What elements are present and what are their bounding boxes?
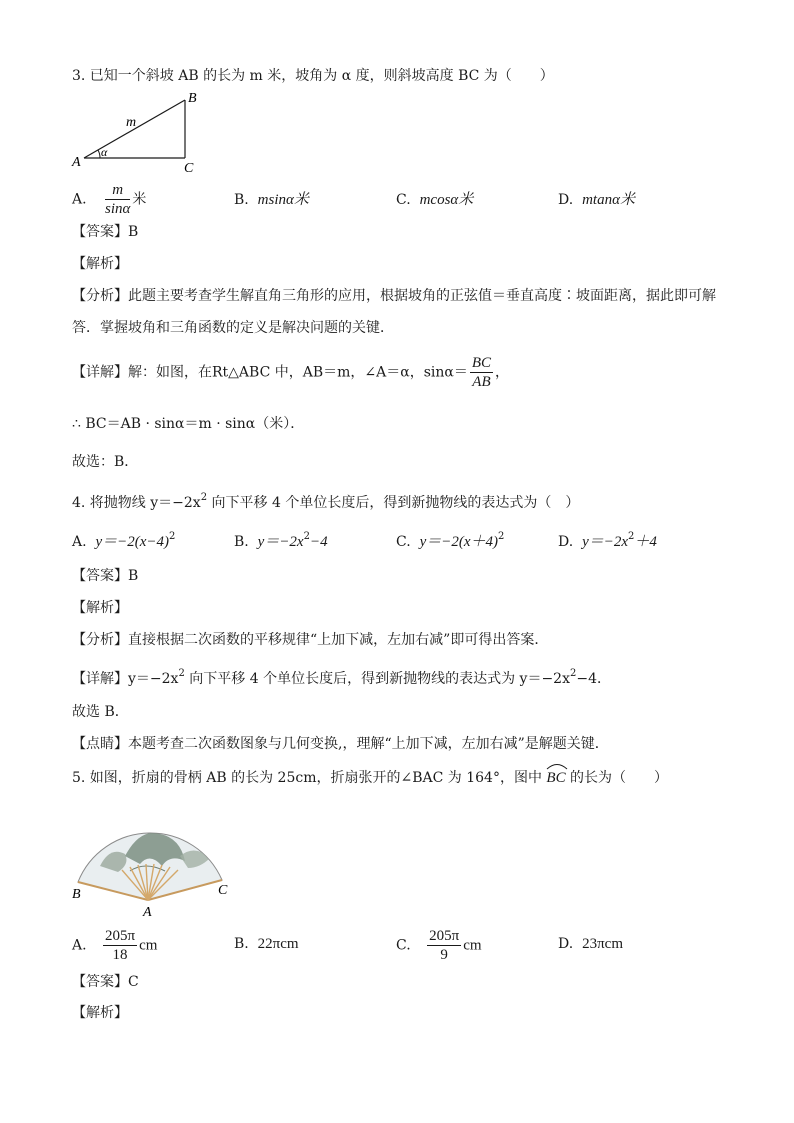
q3-answer: 【答案】B (72, 224, 139, 240)
q3-analysis-line1: 【分析】此题主要考查学生解直角三角形的应用，根据坡角的正弦值＝垂直高度∶坡面距离，据此即可解 (72, 288, 716, 304)
q3-label-alpha: α (101, 145, 108, 159)
q5-label-B: B (72, 887, 81, 902)
q3-choose: 故选：B． (72, 454, 139, 470)
q3-therefore: ∴ BC＝AB · sinα＝m · sinα（米）． (72, 416, 305, 432)
q5-arc-bc: BC (546, 768, 565, 788)
q4-analysis: 【分析】直接根据二次函数的平移规律“上加下减，左加右减”即可得出答案． (72, 632, 549, 648)
q5-answer: 【答案】C (72, 974, 139, 990)
q5-option-c: C. $\frac{205\pi}{9}$ cm (396, 928, 482, 963)
q3-option-b: B. msinα米 (234, 192, 309, 208)
q3-option-a: A. $\frac{m}{\sin\alpha}$ 米 (72, 182, 147, 217)
q4-option-b: B. $y=-2x^2-4$ (234, 531, 328, 550)
q3-label-B: B (188, 91, 197, 106)
q4-remark: 【点睛】本题考查二次函数图象与几何变换,，理解“上加下减，左加右减”是解题关键． (72, 736, 609, 752)
q5-jiexi: 【解析】 (72, 1005, 128, 1021)
q3-option-d: D. mtanα米 (558, 192, 635, 208)
q4-answer: 【答案】B (72, 568, 139, 584)
q3-triangle-figure (70, 88, 210, 176)
q3-label-A: A (72, 155, 81, 170)
q4-option-d: D. $y=-2x^2+4$ (558, 531, 657, 550)
q4-option-a: A. $y=-2(x-4)^2$ (72, 531, 176, 550)
q3-jiexi: 【解析】 (72, 256, 128, 272)
q5-label-C: C (218, 883, 228, 898)
q3-detail: 【详解】解：如图，在Rt△ABC 中，AB＝m，∠A＝α，sinα＝ $\frac{BC}{AB}$ ， (72, 355, 510, 390)
q5-fan-figure (70, 816, 240, 922)
q4-jiexi: 【解析】 (72, 600, 128, 616)
q3-analysis-line2: 答．掌握坡角和三角函数的定义是解决问题的关键． (72, 320, 394, 336)
q4-choose: 故选 B． (72, 704, 129, 720)
q3-option-c: C. mcosα米 (396, 192, 474, 208)
q5-option-d: D. 23πcm (558, 936, 623, 952)
q3-label-C: C (184, 161, 194, 176)
q4-option-c: C. $y=-2(x+4)^2$ (396, 531, 505, 550)
q5-stem: 5. 如图，折扇的骨柄 AB 的长为 25cm，折扇张开的∠BAC 为 164°，图中 BC 的长为（ ） (72, 768, 668, 788)
q3-stem: 3. 已知一个斜坡 AB 的长为 m 米，坡角为 α 度，则斜坡高度 BC 为（ ） (72, 68, 554, 84)
q5-label-A: A (143, 905, 152, 920)
q3-label-m: m (126, 115, 137, 130)
q4-detail: 【详解】$y=-2x^2$ 向下平移 4 个单位长度后，得到新抛物线的表达式为 $y=-2x^2-4$． (72, 668, 611, 687)
q5-option-b: B. 22πcm (234, 936, 299, 952)
q5-option-a: A. $\frac{205\pi}{18}$ cm (72, 928, 158, 963)
q4-stem: 4. 将抛物线 $y=-2x^2$ 向下平移 4 个单位长度后，得到新抛物线的表达式为（ ） (72, 492, 580, 511)
